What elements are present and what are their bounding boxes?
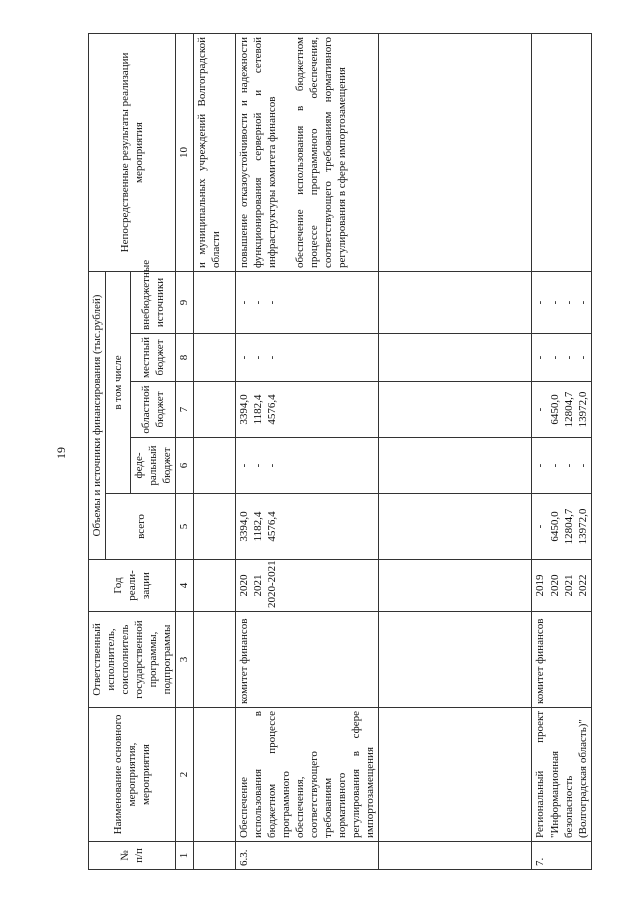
federal-value: -: [562, 463, 575, 467]
regional-value: 3394,0: [237, 393, 250, 425]
extra-value: -: [237, 300, 250, 304]
year: 2022: [576, 574, 589, 596]
table-row: [235, 33, 379, 869]
header-results: Непосредственные результаты реализации мероприятия: [89, 33, 176, 271]
continued-result-text: и муниципальных учреждений Волгоградской области: [193, 33, 235, 271]
local-value: -: [265, 355, 278, 359]
column-number: 7: [176, 381, 193, 437]
header-regional: областной бюджет: [131, 381, 176, 437]
local-cell: [532, 333, 591, 381]
extra-value: -: [534, 300, 547, 304]
column-number: 2: [176, 707, 193, 841]
year: 2020: [548, 574, 561, 596]
regional-value: 1182,4: [251, 394, 264, 424]
header-measure-name: Наименование основного мероприятия, мероприятия: [89, 707, 176, 841]
local-value: -: [576, 355, 589, 359]
year: 2020: [237, 574, 250, 596]
local-value: -: [251, 355, 264, 359]
local-value: -: [534, 355, 547, 359]
total-value: 3394,0: [237, 510, 250, 542]
header-year: Год реали-зации: [89, 559, 176, 611]
federal-cell: [532, 437, 591, 493]
federal-value: -: [251, 463, 264, 467]
year: 2020-2021: [265, 559, 278, 608]
measure-name: Обеспечение использования в бюджетном процессе программного обеспечения, соответствующего требованиям нормативного регулирования в сфере импортозамещения: [235, 707, 379, 841]
total-cell: [532, 493, 591, 559]
regional-value: 6450,0: [548, 393, 561, 425]
table-row: [193, 33, 235, 869]
year: 2021: [562, 574, 575, 596]
executor: комитет финансов: [532, 611, 591, 707]
header-executor: Ответственный исполнитель, соисполнитель государственной программы, подпрограммы: [89, 611, 176, 707]
spacer-row: [379, 33, 532, 869]
extra-value: -: [251, 300, 264, 304]
regional-cell: [532, 381, 591, 437]
total-value: 12804,7: [562, 508, 575, 544]
row-number: 6.3.: [235, 841, 379, 869]
local-value: -: [237, 355, 250, 359]
executor: комитет финансов: [235, 611, 379, 707]
extra-value: -: [562, 300, 575, 304]
year: 2021: [251, 574, 264, 596]
total-value: -: [534, 524, 547, 528]
program-measures-table: [88, 32, 592, 869]
header-funding-group: Объемы и источники финансирования (тыс.рублей): [89, 271, 106, 559]
column-number: 5: [176, 493, 193, 559]
regional-value: -: [534, 407, 547, 411]
result-text: обеспечение использования в бюджетном процессе программного обеспечения, соответствующего требованиям нормативного регулирования в сфере импортозамещения: [293, 36, 349, 268]
column-number-row: [176, 33, 193, 869]
year: 2019: [534, 574, 547, 596]
row-number: 7.: [532, 841, 591, 869]
total-value: 6450,0: [548, 510, 561, 542]
regional-value: 4576,4: [265, 393, 278, 425]
header-number: № п/п: [89, 841, 176, 869]
federal-value: -: [265, 463, 278, 467]
column-number: 8: [176, 333, 193, 381]
header-total: всего: [106, 493, 176, 559]
federal-value: -: [534, 463, 547, 467]
local-cell: [235, 333, 379, 381]
federal-cell: [235, 437, 379, 493]
regional-value: 13972,0: [576, 391, 589, 427]
regional-value: 12804,7: [562, 391, 575, 427]
extra-cell: [235, 271, 379, 333]
header-local: местный бюджет: [131, 333, 176, 381]
column-number: 4: [176, 559, 193, 611]
extra-value: -: [576, 300, 589, 304]
local-value: -: [562, 355, 575, 359]
header-including: в том числе: [106, 271, 131, 493]
local-value: -: [548, 355, 561, 359]
extra-cell: [532, 271, 591, 333]
column-number: 9: [176, 271, 193, 333]
total-value: 13972,0: [576, 508, 589, 544]
column-number: 1: [176, 841, 193, 869]
extra-value: -: [265, 300, 278, 304]
table-row: [532, 33, 591, 869]
years-cell: [532, 559, 591, 611]
total-value: 1182,4: [251, 511, 264, 541]
federal-value: -: [576, 463, 589, 467]
page-number: 19: [54, 446, 68, 459]
column-number: 3: [176, 611, 193, 707]
results-cell-empty: [532, 33, 591, 271]
rotated-document-page: [50, 28, 590, 878]
total-value: 4576,4: [265, 510, 278, 542]
column-number: 10: [176, 33, 193, 271]
federal-value: -: [548, 463, 561, 467]
federal-value: -: [237, 463, 250, 467]
result-text: повышение отказоустойчивости и надежности функционирования серверной и сетевой инфраструктуры комитета финансов: [237, 36, 278, 268]
extra-value: -: [548, 300, 561, 304]
column-number: 6: [176, 437, 193, 493]
results-cell: [235, 33, 379, 271]
total-cell: [235, 493, 379, 559]
header-federal: феде-ральный бюджет: [131, 437, 176, 493]
measure-name: Региональный проект "Информационная безопасность (Волгоградская область)": [532, 707, 591, 841]
years-cell: [235, 559, 379, 611]
regional-cell: [235, 381, 379, 437]
header-extrabudget: внебюджетные источники: [131, 271, 176, 333]
